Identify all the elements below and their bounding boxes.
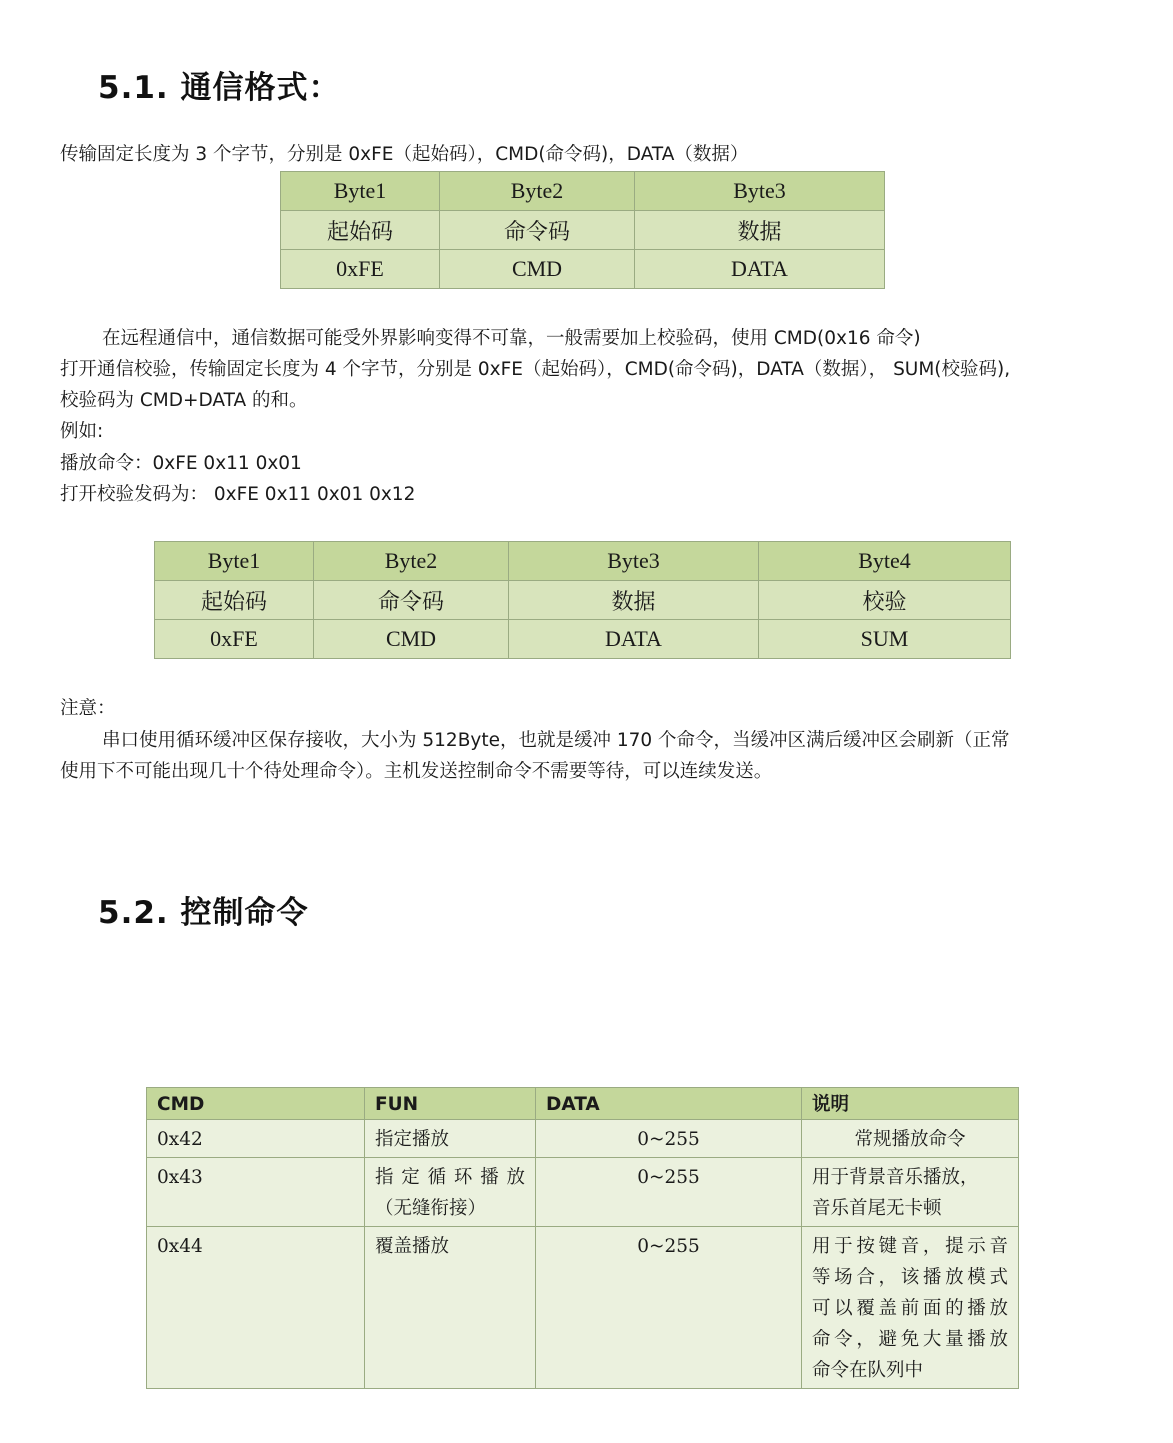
command-table (146, 1087, 1019, 1389)
desc-line: 可以覆盖前面的播放 (812, 1298, 1008, 1319)
desc-line: 音乐首尾无卡顿 (812, 1198, 942, 1219)
data-cell: 0~255 (536, 1158, 802, 1227)
format-table-3byte (280, 171, 885, 289)
fun-line: 覆盖播放 (375, 1236, 450, 1257)
fun-cell (365, 1227, 536, 1389)
example-checksum-command: 打开校验发码为： 0xFE 0x11 0x01 0x12 (60, 484, 416, 505)
desc-line: 用于按键音，提示音 (812, 1236, 1008, 1257)
fun-line: 指定播放 (375, 1129, 450, 1150)
format-table-4byte (154, 541, 1011, 659)
table-cell: 0xFE (281, 250, 440, 289)
table-header-cell: FUN (365, 1088, 536, 1120)
table-cell: 0xFE (155, 620, 314, 659)
table-cell: 数据 (509, 581, 759, 620)
checksum-paragraph-line2: 打开通信校验，传输固定长度为 4 个字节，分别是 0xFE（起始码），CMD(命令码)，DATA（数据）， SUM(校验码), (60, 359, 1011, 380)
desc-cell (802, 1158, 1019, 1227)
checksum-paragraph-line3: 校验码为 CMD+DATA 的和。 (60, 390, 308, 411)
table-header-cell: Byte3 (635, 172, 885, 211)
desc-line: 等场合，该播放模式 (812, 1267, 1008, 1288)
table-header-cell: Byte3 (509, 542, 759, 581)
note-line2: 使用下不可能出现几十个待处理命令）。主机发送控制命令不需要等待，可以连续发送。 (60, 761, 773, 782)
table-cell: 起始码 (155, 581, 314, 620)
note-label: 注意： (60, 698, 116, 719)
cmd-cell: 0x42 (147, 1120, 365, 1158)
table-header-cell: Byte1 (281, 172, 440, 211)
desc-line: 常规播放命令 (854, 1129, 966, 1150)
desc-line: 命令，避免大量播放 (812, 1329, 1008, 1350)
table-row (147, 1227, 1019, 1389)
cmd-cell: 0x44 (147, 1227, 365, 1389)
table-cell: 命令码 (314, 581, 509, 620)
table-cell: SUM (759, 620, 1011, 659)
table-header-cell: Byte1 (155, 542, 314, 581)
table-cell: 数据 (635, 211, 885, 250)
table-cell: 起始码 (281, 211, 440, 250)
table-cell: CMD (440, 250, 635, 289)
fun-cell (365, 1120, 536, 1158)
fun-line: 指定循环播放 (375, 1167, 525, 1188)
desc-line: 用于背景音乐播放， (812, 1167, 979, 1188)
table-row (147, 1158, 1019, 1227)
table-header-cell: Byte2 (440, 172, 635, 211)
table-cell: CMD (314, 620, 509, 659)
table-header-cell: CMD (147, 1088, 365, 1120)
cmd-cell: 0x43 (147, 1158, 365, 1227)
table-row (147, 1120, 1019, 1158)
desc-cell (802, 1227, 1019, 1389)
fun-cell (365, 1158, 536, 1227)
table-cell: DATA (635, 250, 885, 289)
note-line1: 串口使用循环缓冲区保存接收，大小为 512Byte，也就是缓冲 170 个命令，当缓冲区满后缓冲区会刷新（正常 (102, 730, 1010, 751)
fun-line: （无缝衔接） (375, 1198, 487, 1219)
table-header-cell: DATA (536, 1088, 802, 1120)
intro-paragraph: 传输固定长度为 3 个字节，分别是 0xFE（起始码），CMD(命令码)，DATA（数据） (60, 144, 749, 165)
desc-cell (802, 1120, 1019, 1158)
table-cell: DATA (509, 620, 759, 659)
example-label: 例如: (60, 421, 104, 442)
table-cell: 校验 (759, 581, 1011, 620)
section-title-comm-format: 5.1. 通信格式： (98, 70, 341, 106)
checksum-paragraph-line1: 在远程通信中，通信数据可能受外界影响变得不可靠，一般需要加上校验码，使用 CMD(0x16 命令) (102, 328, 921, 349)
section-title-control-commands: 5.2. 控制命令 (98, 895, 309, 931)
example-play-command: 播放命令：0xFE 0x11 0x01 (60, 453, 302, 474)
data-cell: 0~255 (536, 1120, 802, 1158)
table-cell: 命令码 (440, 211, 635, 250)
table-header-cell: Byte2 (314, 542, 509, 581)
table-header-cell: 说明 (802, 1088, 1019, 1120)
table-header-cell: Byte4 (759, 542, 1011, 581)
desc-line: 命令在队列中 (812, 1360, 924, 1381)
data-cell: 0~255 (536, 1227, 802, 1389)
